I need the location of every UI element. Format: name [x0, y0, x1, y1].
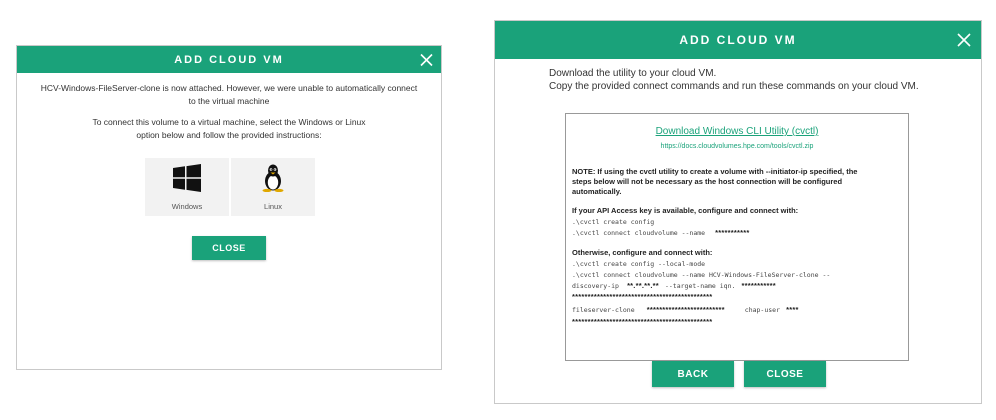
- command-text: .\cvctl create config: [572, 218, 655, 226]
- command-text: .\cvctl create config --local-mode: [572, 260, 706, 268]
- note-line: automatically.: [572, 187, 622, 196]
- note-line: NOTE: If using the cvctl utility to create a volume with --initiator-ip specified, the: [572, 167, 858, 176]
- dialog-title: ADD CLOUD VM: [679, 33, 797, 47]
- dialog-header: [495, 21, 981, 59]
- masked-value: ***********: [741, 281, 776, 290]
- masked-value: ***********: [715, 228, 750, 237]
- note-line: steps below will not be necessary as the host connection will be configured: [572, 177, 843, 186]
- local-mode-heading: Otherwise, configure and connect with:: [572, 248, 713, 257]
- instruction-line: To connect this volume to a virtual machine, select the Windows or Linux: [92, 117, 366, 127]
- masked-ip: **.**.**.**: [627, 281, 659, 290]
- linux-option-label: Linux: [264, 201, 282, 211]
- instruction-text: [29, 116, 429, 142]
- command-line: [572, 217, 904, 227]
- instructions-box: [565, 113, 909, 361]
- command-text: --target-name iqn.: [664, 282, 736, 290]
- command-line: [572, 228, 904, 238]
- download-utility-link[interactable]: Download Windows CLI Utility (cvctl): [655, 126, 819, 137]
- command-text: fileserver-clone: [572, 306, 635, 314]
- windows-option[interactable]: [145, 158, 229, 216]
- intro-line: Download the utility to your cloud VM.: [549, 68, 717, 79]
- close-button[interactable]: CLOSE: [744, 361, 826, 387]
- dialog-title: ADD CLOUD VM: [174, 53, 284, 66]
- back-button[interactable]: BACK: [652, 361, 734, 387]
- download-url-link[interactable]: https://docs.cloudvolumes.hpe.com/tools/cvctl.zip: [660, 143, 814, 150]
- dialog-header: [17, 46, 441, 73]
- linux-option[interactable]: [231, 158, 315, 216]
- masked-value: *************************: [646, 305, 725, 314]
- command-text: .\cvctl connect cloudvolume --name HCV-Windows-FileServer-clone --: [572, 271, 831, 279]
- windows-option-label: Windows: [171, 201, 203, 211]
- attach-message-line: to the virtual machine: [188, 96, 270, 106]
- windows-icon: [173, 164, 201, 197]
- command-text: chap-user: [744, 306, 781, 314]
- command-text: discovery-ip: [572, 282, 619, 290]
- add-cloud-vm-dialog-instructions: [494, 20, 982, 404]
- command-line: [572, 270, 904, 280]
- close-icon[interactable]: [957, 33, 971, 47]
- command-text: .\cvctl connect cloudvolume --name: [572, 229, 706, 237]
- command-line: [572, 292, 904, 302]
- command-line: [572, 317, 904, 327]
- masked-value: *********************************************: [572, 292, 713, 301]
- add-cloud-vm-dialog-os-select: [16, 45, 442, 370]
- masked-value: ****: [786, 305, 799, 314]
- instruction-line: option below and follow the provided instructions:: [136, 130, 322, 140]
- close-icon[interactable]: [420, 53, 433, 66]
- masked-value: *********************************************: [572, 317, 713, 326]
- command-line: [572, 281, 904, 291]
- close-button[interactable]: CLOSE: [192, 236, 266, 260]
- linux-icon: [261, 164, 285, 197]
- intro-line: Copy the provided connect commands and run these commands on your cloud VM.: [549, 81, 919, 92]
- attach-message-line: HCV-Windows-FileServer-clone is now attached. However, we were unable to automatically connect: [40, 83, 418, 93]
- command-line: [572, 259, 904, 269]
- command-line: [572, 305, 904, 315]
- attach-message: [29, 82, 429, 108]
- api-key-heading: If your API Access key is available, configure and connect with:: [572, 206, 799, 215]
